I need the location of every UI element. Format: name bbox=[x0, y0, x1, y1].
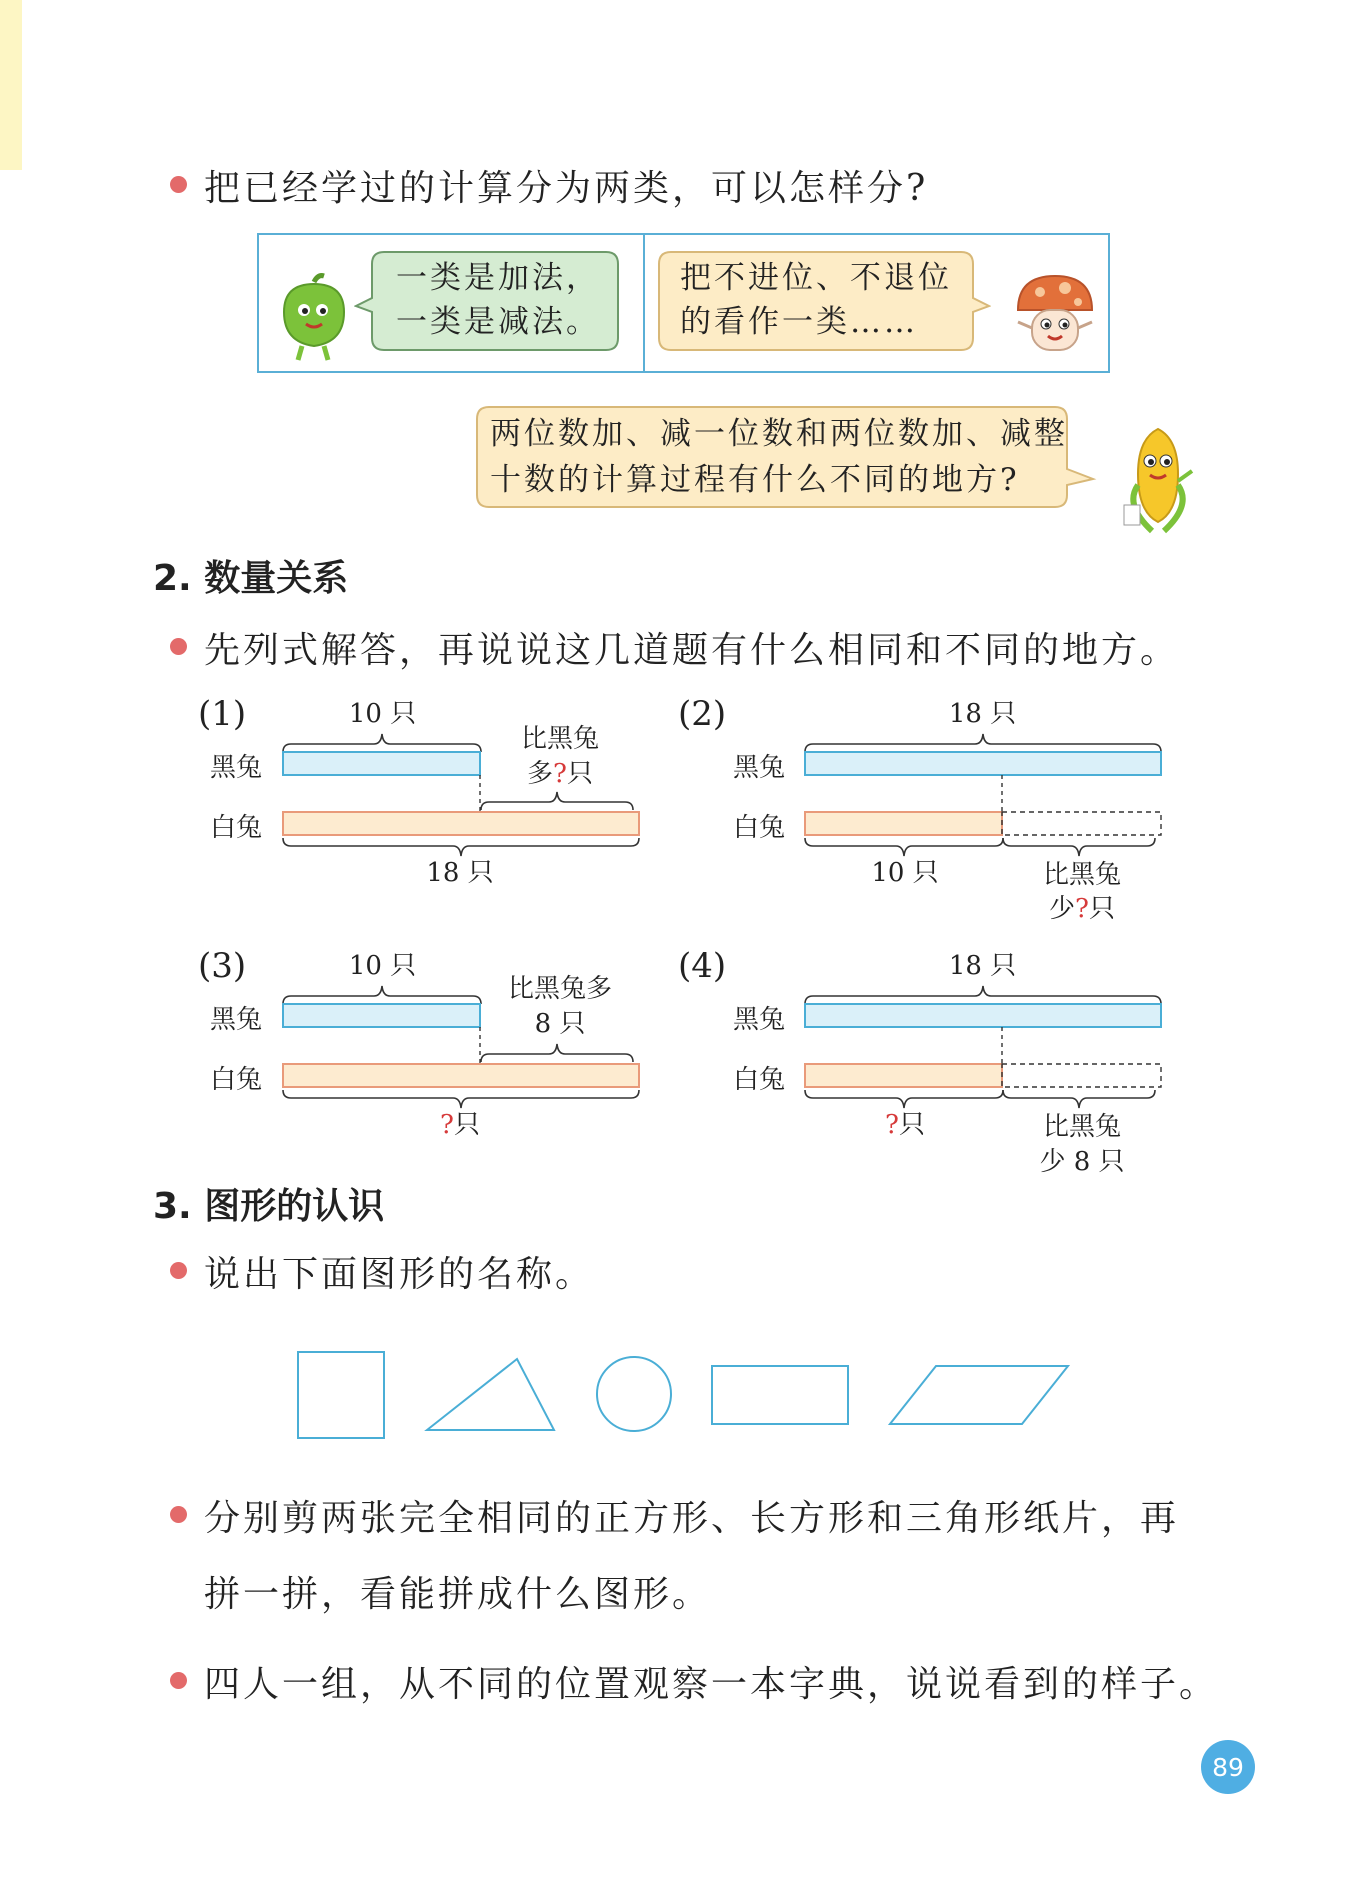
diff-label-1-line1: 比黑兔 bbox=[520, 724, 599, 754]
shapes-row bbox=[0, 1330, 1353, 1450]
pepper-character-icon bbox=[274, 272, 352, 362]
bottom-count-3: ?只 bbox=[440, 1110, 480, 1140]
section3-q2-line2: 拼一拼，看能拼成什么图形。 bbox=[204, 1574, 712, 1615]
corn-bubble-line2: 十数的计算过程有什么不同的地方? bbox=[490, 462, 1020, 498]
brace-top-2 bbox=[805, 734, 1161, 752]
section3-q2-line1: 分别剪两张完全相同的正方形、长方形和三角形纸片，再 bbox=[204, 1498, 1180, 1539]
left-bubble-line2: 一类是减法。 bbox=[396, 304, 600, 340]
white-bar-3 bbox=[283, 1064, 639, 1087]
left-bubble-line1: 一类是加法， bbox=[396, 260, 600, 296]
black-label-1: 黑兔 bbox=[210, 753, 263, 783]
black-bar-4 bbox=[805, 1004, 1161, 1027]
bottom-count-2: 10 只 bbox=[871, 858, 939, 888]
diff-label-2-line1: 比黑兔 bbox=[1042, 860, 1121, 890]
bullet-icon bbox=[170, 1262, 187, 1279]
white-label-1: 白兔 bbox=[210, 813, 263, 843]
section2-heading: 2. 数量关系 bbox=[153, 558, 349, 599]
problem-number-4: (4) bbox=[678, 946, 727, 986]
black-label-3: 黑兔 bbox=[210, 1005, 263, 1035]
triangle-shape bbox=[427, 1359, 554, 1430]
problem-number-2: (2) bbox=[678, 694, 727, 734]
circle-shape bbox=[597, 1357, 671, 1431]
parallelogram-shape bbox=[890, 1366, 1068, 1424]
section2-question: 先列式解答，再说说这几道题有什么相同和不同的地方。 bbox=[204, 630, 1180, 671]
dashed-bar-4 bbox=[1002, 1064, 1161, 1087]
brace-diff-1 bbox=[481, 792, 633, 810]
brace-top-3 bbox=[283, 986, 481, 1004]
bullet-icon bbox=[170, 1506, 187, 1523]
mushroom-character-icon bbox=[1010, 270, 1100, 366]
black-bar-1 bbox=[283, 752, 480, 775]
top-count-2: 18 只 bbox=[948, 699, 1017, 729]
bullet-icon bbox=[170, 638, 187, 655]
diff-label-1-line2: 多?只 bbox=[527, 759, 593, 789]
bar-diagrams bbox=[0, 680, 1353, 1200]
black-bar-2 bbox=[805, 752, 1161, 775]
brace-top-1 bbox=[283, 734, 481, 752]
top-count-3: 10 只 bbox=[348, 951, 417, 981]
brace-diff-3 bbox=[481, 1044, 633, 1062]
dialog-divider bbox=[643, 233, 645, 373]
square-shape bbox=[298, 1352, 384, 1438]
page-edge-strip bbox=[0, 0, 22, 170]
black-bar-3 bbox=[283, 1004, 480, 1027]
diff-label-2-line2: 少?只 bbox=[1049, 894, 1115, 924]
right-bubble-line2: 的看作一类…… bbox=[680, 304, 918, 340]
white-label-4: 白兔 bbox=[733, 1065, 786, 1095]
brace-bottom-4 bbox=[805, 1090, 1003, 1108]
section3-q1: 说出下面图形的名称。 bbox=[204, 1254, 595, 1295]
top-question: 把已经学过的计算分为两类，可以怎样分? bbox=[204, 168, 929, 209]
problem-number-1: (1) bbox=[198, 694, 247, 734]
top-count-1: 10 只 bbox=[348, 699, 417, 729]
diff-label-4-line1: 比黑兔 bbox=[1042, 1112, 1121, 1142]
brace-bottom-3 bbox=[283, 1090, 639, 1108]
black-label-2: 黑兔 bbox=[733, 753, 786, 783]
bottom-count-4: ?只 bbox=[885, 1110, 925, 1140]
brace-top-4 bbox=[805, 986, 1161, 1004]
section3-q3: 四人一组，从不同的位置观察一本字典，说说看到的样子。 bbox=[204, 1664, 1219, 1705]
white-bar-2 bbox=[805, 812, 1002, 835]
rectangle-shape bbox=[712, 1366, 848, 1424]
bullet-icon bbox=[170, 176, 187, 193]
bullet-icon bbox=[170, 1672, 187, 1689]
brace-diff-2 bbox=[1003, 838, 1155, 856]
dashed-bar-2 bbox=[1002, 812, 1161, 835]
page-number-badge: 89 bbox=[1201, 1740, 1255, 1794]
bottom-count-1: 18 只 bbox=[426, 858, 494, 888]
white-bar-1 bbox=[283, 812, 639, 835]
right-bubble-line1: 把不进位、不退位 bbox=[680, 260, 952, 296]
white-label-2: 白兔 bbox=[733, 813, 786, 843]
white-bar-4 bbox=[805, 1064, 1002, 1087]
white-label-3: 白兔 bbox=[210, 1065, 263, 1095]
corn-character-icon bbox=[1116, 425, 1200, 540]
brace-diff-4 bbox=[1003, 1090, 1155, 1108]
brace-bottom-1 bbox=[283, 838, 639, 856]
corn-bubble-line1: 两位数加、减一位数和两位数加、减整 bbox=[490, 416, 1068, 452]
section3-heading: 3. 图形的认识 bbox=[153, 1186, 385, 1227]
problem-number-3: (3) bbox=[198, 946, 247, 986]
diff-label-3-line2: 8 只 bbox=[534, 1009, 586, 1039]
diff-label-4-line2: 少 8 只 bbox=[1039, 1147, 1125, 1177]
diff-label-3-line1: 比黑兔多 bbox=[507, 974, 612, 1004]
brace-bottom-2 bbox=[805, 838, 1003, 856]
top-count-4: 18 只 bbox=[948, 951, 1017, 981]
black-label-4: 黑兔 bbox=[733, 1005, 786, 1035]
